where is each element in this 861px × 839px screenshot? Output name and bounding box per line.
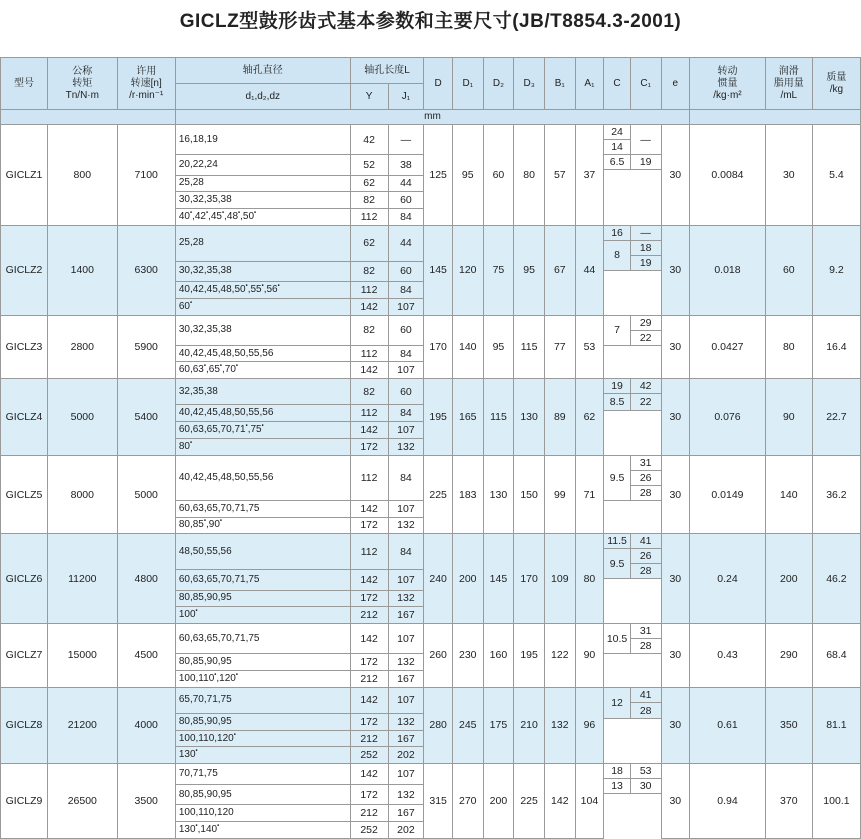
dim-D3-cell: 210 <box>514 687 545 764</box>
dim-D2-cell: 75 <box>483 225 514 315</box>
length-J1-cell: 84 <box>388 209 424 226</box>
dim-C-cell: 19 <box>604 379 631 394</box>
dim-C-cell: 24 <box>604 125 631 140</box>
length-J1-cell: 107 <box>388 500 424 517</box>
grease-cell: 350 <box>765 687 812 764</box>
header-e: e <box>661 58 690 110</box>
dim-D-cell: 125 <box>424 125 453 226</box>
grease-cell: 80 <box>765 315 812 379</box>
dim-A1-cell: 62 <box>575 379 604 456</box>
header-D: D <box>424 58 453 110</box>
length-J1-cell: 107 <box>388 422 424 439</box>
dim-C-cell: 9.5 <box>604 549 631 579</box>
header-unit-mm: mm <box>175 110 689 125</box>
length-Y-cell: 62 <box>350 225 388 261</box>
dim-D-cell: 145 <box>424 225 453 315</box>
table-row <box>1 379 861 394</box>
dim-e-cell: 30 <box>661 624 690 688</box>
grease-cell: 140 <box>765 455 812 534</box>
header-model: 型号 <box>1 58 48 110</box>
dim-D1-cell: 270 <box>452 764 483 839</box>
length-Y-cell: 112 <box>350 345 388 362</box>
model-group-giclz9 <box>1 764 861 839</box>
inertia-cell: 0.0149 <box>690 455 766 534</box>
dim-D3-cell: 80 <box>514 125 545 226</box>
header-speed: 许用 转速[n] /r·min⁻¹ <box>117 58 175 110</box>
bore-diameter-cell: 100,110,120• <box>175 730 350 747</box>
grease-cell: 30 <box>765 125 812 226</box>
dim-C1-cell: 26 <box>630 549 661 564</box>
length-Y-cell: 82 <box>350 192 388 209</box>
dim-C1-cell: 42 <box>630 379 661 394</box>
dim-C-cell: 16 <box>604 225 631 240</box>
torque-cell: 11200 <box>48 534 118 624</box>
dim-A1-cell: 37 <box>575 125 604 226</box>
dim-e-cell: 30 <box>661 379 690 456</box>
inertia-cell: 0.94 <box>690 764 766 839</box>
dim-A1-cell: 53 <box>575 315 604 379</box>
dim-e-cell: 30 <box>661 687 690 764</box>
torque-cell: 5000 <box>48 379 118 456</box>
inertia-cell: 0.0427 <box>690 315 766 379</box>
dim-C1-cell: 22 <box>630 394 661 411</box>
dim-B1-cell: 99 <box>544 455 575 534</box>
torque-cell: 800 <box>48 125 118 226</box>
dim-C1-cell: — <box>630 225 661 240</box>
dim-C1-cell: — <box>630 125 661 155</box>
bore-diameter-cell: 25,28 <box>175 225 350 261</box>
dim-C1-cell: 41 <box>630 534 661 549</box>
header-bore-sub: d₁,d₂,dz <box>175 84 350 110</box>
length-Y-cell: 82 <box>350 315 388 345</box>
dim-B1-cell: 109 <box>544 534 575 624</box>
dim-A1-cell: 80 <box>575 534 604 624</box>
bore-diameter-cell: 30,32,35,38 <box>175 192 350 209</box>
dim-D3-cell: 115 <box>514 315 545 379</box>
length-J1-cell: 132 <box>388 784 424 805</box>
bore-diameter-cell: 80• <box>175 439 350 456</box>
length-J1-cell: 167 <box>388 670 424 687</box>
bore-diameter-cell: 20,22,24 <box>175 155 350 176</box>
bore-diameter-cell: 30,32,35,38 <box>175 261 350 282</box>
dim-C1-cell: 41 <box>630 687 661 702</box>
grease-cell: 90 <box>765 379 812 456</box>
length-Y-cell: 142 <box>350 687 388 713</box>
dim-C1-cell: 30 <box>630 779 661 794</box>
bore-diameter-cell: 30,32,35,38 <box>175 315 350 345</box>
length-Y-cell: 212 <box>350 805 388 822</box>
bore-diameter-cell: 80,85,90,95 <box>175 654 350 671</box>
model-group-giclz6 <box>1 534 861 624</box>
length-Y-cell: 252 <box>350 822 388 839</box>
table-row <box>1 455 861 470</box>
bore-diameter-cell: 60,63,65,70,71,75 <box>175 500 350 517</box>
dim-B1-cell: 89 <box>544 379 575 456</box>
length-Y-cell: 112 <box>350 455 388 500</box>
bore-diameter-cell: 40•,42•,45•,48•,50• <box>175 209 350 226</box>
dim-D1-cell: 230 <box>452 624 483 688</box>
dim-B1-cell: 122 <box>544 624 575 688</box>
model-cell: GICLZ7 <box>1 624 48 688</box>
bore-diameter-cell: 40,42,45,48,50,55,56 <box>175 455 350 500</box>
bore-diameter-cell: 80,85•,90• <box>175 517 350 534</box>
length-Y-cell: 62 <box>350 175 388 192</box>
bore-diameter-cell: 32,35,38 <box>175 379 350 405</box>
length-Y-cell: 82 <box>350 379 388 405</box>
header-A1: A₁ <box>575 58 604 110</box>
dim-D-cell: 195 <box>424 379 453 456</box>
bore-diameter-cell: 25,28 <box>175 175 350 192</box>
dim-C1-cell: 31 <box>630 455 661 470</box>
dim-D1-cell: 95 <box>452 125 483 226</box>
dim-D1-cell: 165 <box>452 379 483 456</box>
dim-D-cell: 280 <box>424 687 453 764</box>
bore-diameter-cell: 80,85,90,95 <box>175 713 350 730</box>
bore-diameter-cell: 60,63,65,70,71•,75• <box>175 422 350 439</box>
model-cell: GICLZ6 <box>1 534 48 624</box>
length-Y-cell: 142 <box>350 500 388 517</box>
header-D1: D₁ <box>452 58 483 110</box>
dim-D-cell: 260 <box>424 624 453 688</box>
bore-diameter-cell: 100,110,120 <box>175 805 350 822</box>
dim-e-cell: 30 <box>661 764 690 839</box>
speed-cell: 4000 <box>117 687 175 764</box>
dim-A1-cell: 71 <box>575 455 604 534</box>
torque-cell: 26500 <box>48 764 118 839</box>
dim-D2-cell: 130 <box>483 455 514 534</box>
length-J1-cell: 132 <box>388 713 424 730</box>
length-J1-cell: 107 <box>388 362 424 379</box>
length-J1-cell: 60 <box>388 192 424 209</box>
bore-diameter-cell: 60• <box>175 298 350 315</box>
bore-diameter-cell: 40,42,45,48,50,55,56 <box>175 405 350 422</box>
length-J1-cell: 107 <box>388 687 424 713</box>
header-C: C <box>604 58 631 110</box>
dim-D3-cell: 170 <box>514 534 545 624</box>
dim-A1-cell: 104 <box>575 764 604 839</box>
bore-diameter-cell: 130•,140• <box>175 822 350 839</box>
header-unit-blank-right <box>690 110 861 125</box>
dim-C-cell: 13 <box>604 779 631 794</box>
model-cell: GICLZ9 <box>1 764 48 839</box>
length-Y-cell: 172 <box>350 784 388 805</box>
length-J1-cell: 132 <box>388 654 424 671</box>
dim-C-cell: 14 <box>604 140 631 155</box>
table-row <box>1 225 861 240</box>
length-J1-cell: 38 <box>388 155 424 176</box>
speed-cell: 5000 <box>117 455 175 534</box>
dim-C1-cell: 22 <box>630 330 661 345</box>
dim-C-cell: 8.5 <box>604 394 631 411</box>
grease-cell: 60 <box>765 225 812 315</box>
dim-D3-cell: 130 <box>514 379 545 456</box>
dim-A1-cell: 96 <box>575 687 604 764</box>
length-J1-cell: 60 <box>388 315 424 345</box>
dim-C-cell: 6.5 <box>604 155 631 170</box>
dim-B1-cell: 57 <box>544 125 575 226</box>
dim-D3-cell: 150 <box>514 455 545 534</box>
length-Y-cell: 142 <box>350 298 388 315</box>
header-mass: 质量 /kg <box>812 58 860 110</box>
dim-D2-cell: 145 <box>483 534 514 624</box>
length-J1-cell: 107 <box>388 569 424 590</box>
length-Y-cell: 142 <box>350 624 388 654</box>
dim-D1-cell: 140 <box>452 315 483 379</box>
inertia-cell: 0.076 <box>690 379 766 456</box>
dim-C-cell: 18 <box>604 764 631 779</box>
length-J1-cell: 132 <box>388 517 424 534</box>
mass-cell: 100.1 <box>812 764 860 839</box>
dim-C1-cell: 26 <box>630 470 661 485</box>
dim-C-cell: 10.5 <box>604 624 631 654</box>
dim-e-cell: 30 <box>661 534 690 624</box>
header-D3: D₃ <box>514 58 545 110</box>
grease-cell: 290 <box>765 624 812 688</box>
dim-e-cell: 30 <box>661 125 690 226</box>
model-cell: GICLZ8 <box>1 687 48 764</box>
speed-cell: 6300 <box>117 225 175 315</box>
length-J1-cell: 84 <box>388 405 424 422</box>
model-group-giclz8 <box>1 687 861 764</box>
torque-cell: 1400 <box>48 225 118 315</box>
length-J1-cell: 132 <box>388 590 424 607</box>
bore-diameter-cell: 80,85,90,95 <box>175 784 350 805</box>
model-cell: GICLZ3 <box>1 315 48 379</box>
length-J1-cell: 84 <box>388 534 424 570</box>
model-group-giclz1 <box>1 125 861 226</box>
dim-C-cell: 8 <box>604 240 631 270</box>
dim-C1-cell: 31 <box>630 624 661 639</box>
dim-D-cell: 225 <box>424 455 453 534</box>
length-Y-cell: 142 <box>350 362 388 379</box>
inertia-cell: 0.43 <box>690 624 766 688</box>
bore-diameter-cell: 40,42,45,48,50•,55•,56• <box>175 282 350 299</box>
bore-diameter-cell: 16,18,19 <box>175 125 350 155</box>
page-title: GICLZ型鼓形齿式基本参数和主要尺寸(JB/T8854.3-2001) <box>179 11 682 32</box>
dim-C1-cell: 28 <box>630 485 661 500</box>
length-Y-cell: 172 <box>350 439 388 456</box>
header-unit-blank <box>1 110 176 125</box>
dim-D-cell: 240 <box>424 534 453 624</box>
header-D2: D₂ <box>483 58 514 110</box>
length-Y-cell: 172 <box>350 590 388 607</box>
header-grease: 润滑 脂用量 /mL <box>765 58 812 110</box>
bore-diameter-cell: 100• <box>175 607 350 624</box>
dim-D2-cell: 60 <box>483 125 514 226</box>
speed-cell: 5400 <box>117 379 175 456</box>
dim-D2-cell: 95 <box>483 315 514 379</box>
inertia-cell: 0.61 <box>690 687 766 764</box>
length-J1-cell: 167 <box>388 607 424 624</box>
mass-cell: 16.4 <box>812 315 860 379</box>
header-torque: 公称 转矩 Tn/N·m <box>48 58 118 110</box>
model-cell: GICLZ1 <box>1 125 48 226</box>
length-J1-cell: 202 <box>388 747 424 764</box>
bore-diameter-cell: 65,70,71,75 <box>175 687 350 713</box>
dim-e-cell: 30 <box>661 315 690 379</box>
model-cell: GICLZ5 <box>1 455 48 534</box>
length-Y-cell: 112 <box>350 209 388 226</box>
dim-D1-cell: 120 <box>452 225 483 315</box>
length-Y-cell: 212 <box>350 607 388 624</box>
length-J1-cell: 44 <box>388 175 424 192</box>
length-J1-cell: 107 <box>388 764 424 785</box>
dim-A1-cell: 44 <box>575 225 604 315</box>
torque-cell: 8000 <box>48 455 118 534</box>
header-inertia: 转动 惯量 /kg·m² <box>690 58 766 110</box>
speed-cell: 3500 <box>117 764 175 839</box>
length-J1-cell: 84 <box>388 282 424 299</box>
mass-cell: 5.4 <box>812 125 860 226</box>
inertia-cell: 0.018 <box>690 225 766 315</box>
mass-cell: 46.2 <box>812 534 860 624</box>
dim-D2-cell: 160 <box>483 624 514 688</box>
parameter-table <box>0 57 861 839</box>
dim-C1-cell: 19 <box>630 155 661 170</box>
mass-cell: 36.2 <box>812 455 860 534</box>
bore-diameter-cell: 130• <box>175 747 350 764</box>
dim-A1-cell: 90 <box>575 624 604 688</box>
dim-D-cell: 170 <box>424 315 453 379</box>
speed-cell: 4500 <box>117 624 175 688</box>
dim-C1-cell: 19 <box>630 255 661 270</box>
speed-cell: 5900 <box>117 315 175 379</box>
length-J1-cell: 84 <box>388 455 424 500</box>
table-row <box>1 125 861 133</box>
mass-cell: 81.1 <box>812 687 860 764</box>
length-J1-cell: 132 <box>388 439 424 456</box>
header-C1: C₁ <box>630 58 661 110</box>
dim-C1-cell: 28 <box>630 702 661 719</box>
dim-B1-cell: 77 <box>544 315 575 379</box>
length-Y-cell: 212 <box>350 670 388 687</box>
dim-B1-cell: 67 <box>544 225 575 315</box>
bore-diameter-cell: 60,63,65,70,71,75 <box>175 624 350 654</box>
dim-D3-cell: 95 <box>514 225 545 315</box>
length-J1-cell: 167 <box>388 730 424 747</box>
length-J1-cell: 202 <box>388 822 424 839</box>
dim-C-cell: 12 <box>604 687 631 719</box>
torque-cell: 2800 <box>48 315 118 379</box>
dim-C1-cell: 53 <box>630 764 661 779</box>
bore-diameter-cell: 48,50,55,56 <box>175 534 350 570</box>
speed-cell: 7100 <box>117 125 175 226</box>
bore-diameter-cell: 60,63,65,70,71,75 <box>175 569 350 590</box>
bore-diameter-cell: 60,63•,65•,70• <box>175 362 350 379</box>
torque-cell: 15000 <box>48 624 118 688</box>
model-group-giclz3 <box>1 315 861 379</box>
length-J1-cell: 60 <box>388 261 424 282</box>
length-Y-cell: 112 <box>350 405 388 422</box>
table-row <box>1 534 861 549</box>
model-group-giclz2 <box>1 225 861 315</box>
header-J1: J₁ <box>388 84 424 110</box>
dim-e-cell: 30 <box>661 225 690 315</box>
dim-C-cell: 11.5 <box>604 534 631 549</box>
length-Y-cell: 112 <box>350 534 388 570</box>
bore-diameter-cell: 80,85,90,95 <box>175 590 350 607</box>
dim-C1-cell: 28 <box>630 639 661 654</box>
dim-B1-cell: 142 <box>544 764 575 839</box>
mass-cell: 9.2 <box>812 225 860 315</box>
length-J1-cell: 167 <box>388 805 424 822</box>
dim-D3-cell: 195 <box>514 624 545 688</box>
dim-D1-cell: 245 <box>452 687 483 764</box>
dim-D3-cell: 225 <box>514 764 545 839</box>
mass-cell: 22.7 <box>812 379 860 456</box>
length-J1-cell: 60 <box>388 379 424 405</box>
model-cell: GICLZ2 <box>1 225 48 315</box>
model-group-giclz4 <box>1 379 861 456</box>
dim-C-cell: 7 <box>604 315 631 345</box>
bore-diameter-cell: 70,71,75 <box>175 764 350 785</box>
length-Y-cell: 172 <box>350 517 388 534</box>
length-Y-cell: 142 <box>350 764 388 785</box>
dim-e-cell: 30 <box>661 455 690 534</box>
dim-D2-cell: 115 <box>483 379 514 456</box>
length-Y-cell: 172 <box>350 654 388 671</box>
table-row <box>1 315 861 330</box>
table-row <box>1 764 861 772</box>
length-Y-cell: 112 <box>350 282 388 299</box>
length-J1-cell: 44 <box>388 225 424 261</box>
length-Y-cell: 42 <box>350 125 388 155</box>
dim-B1-cell: 132 <box>544 687 575 764</box>
inertia-cell: 0.0084 <box>690 125 766 226</box>
speed-cell: 4800 <box>117 534 175 624</box>
length-Y-cell: 52 <box>350 155 388 176</box>
bore-diameter-cell: 40,42,45,48,50,55,56 <box>175 345 350 362</box>
length-Y-cell: 252 <box>350 747 388 764</box>
table-row <box>1 624 861 639</box>
dim-C1-cell: 29 <box>630 315 661 330</box>
inertia-cell: 0.24 <box>690 534 766 624</box>
length-Y-cell: 82 <box>350 261 388 282</box>
dim-D1-cell: 200 <box>452 534 483 624</box>
length-J1-cell: 84 <box>388 345 424 362</box>
dim-D2-cell: 200 <box>483 764 514 839</box>
header-length-group: 轴孔长度L <box>350 58 424 84</box>
dim-D1-cell: 183 <box>452 455 483 534</box>
model-group-giclz7 <box>1 624 861 688</box>
length-Y-cell: 212 <box>350 730 388 747</box>
torque-cell: 21200 <box>48 687 118 764</box>
header-B1: B₁ <box>544 58 575 110</box>
length-J1-cell: 107 <box>388 624 424 654</box>
header-bore-group: 轴孔直径 <box>175 58 350 84</box>
length-J1-cell: 107 <box>388 298 424 315</box>
grease-cell: 200 <box>765 534 812 624</box>
length-Y-cell: 142 <box>350 422 388 439</box>
model-group-giclz5 <box>1 455 861 534</box>
dim-C1-cell: 28 <box>630 564 661 579</box>
dim-D-cell: 315 <box>424 764 453 839</box>
length-Y-cell: 172 <box>350 713 388 730</box>
length-J1-cell: — <box>388 125 424 155</box>
dim-C-cell: 9.5 <box>604 455 631 500</box>
dim-D2-cell: 175 <box>483 687 514 764</box>
bore-diameter-cell: 100,110•,120• <box>175 670 350 687</box>
dim-C1-cell: 18 <box>630 240 661 255</box>
header-Y: Y <box>350 84 388 110</box>
length-Y-cell: 142 <box>350 569 388 590</box>
grease-cell: 370 <box>765 764 812 839</box>
model-cell: GICLZ4 <box>1 379 48 456</box>
mass-cell: 68.4 <box>812 624 860 688</box>
